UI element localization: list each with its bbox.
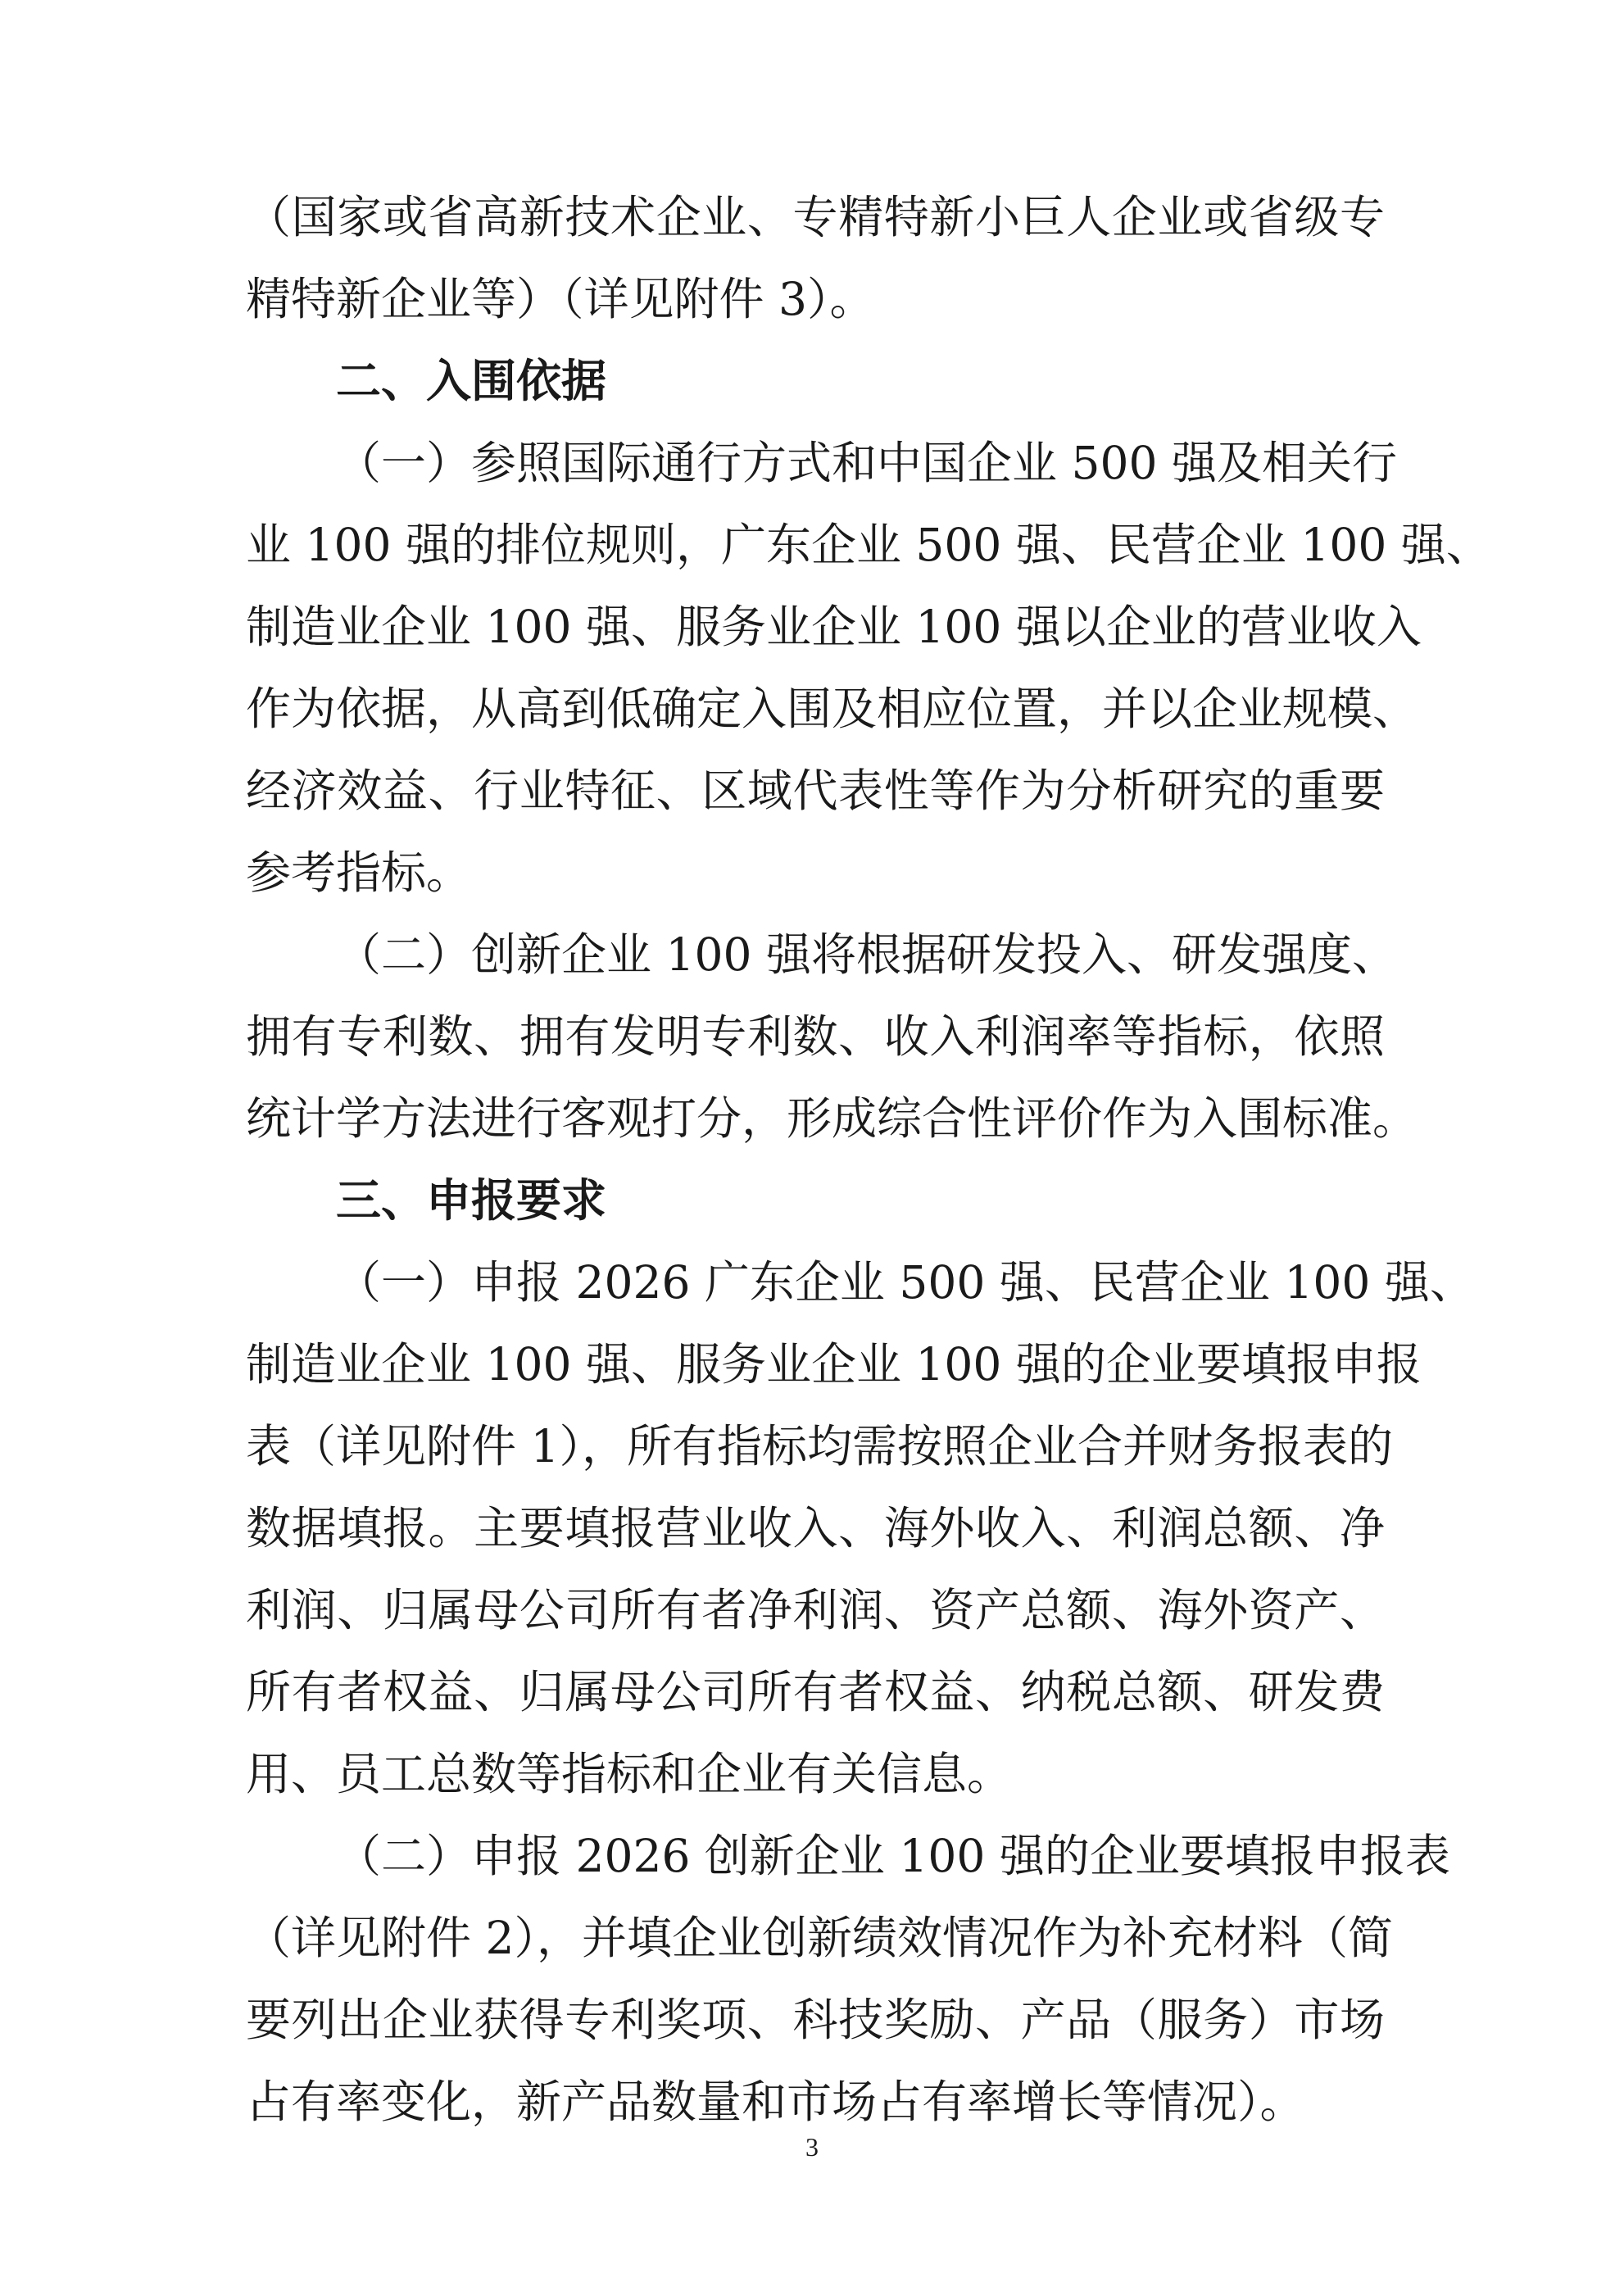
body-line: 作为依据，从高到低确定入围及相应位置，并以企业规模、	[246, 683, 1418, 735]
body-line: 所有者权益、归属母公司所有者权益、纳税总额、研发费	[246, 1666, 1385, 1718]
body-line: 业 100 强的排位规则，广东企业 500 强、民营企业 100 强、	[246, 519, 1491, 571]
body-line: 经济效益、行业特征、区域代表性等作为分析研究的重要	[246, 765, 1385, 817]
body-line: 制造业企业 100 强、服务业企业 100 强以企业的营业收入	[246, 601, 1422, 653]
body-line: 占有率变化，新产品数量和市场占有率增长等情况）。	[246, 2076, 1305, 2128]
body-line: （一）参照国际通行方式和中国企业 500 强及相关行	[336, 437, 1397, 489]
body-line: 用、员工总数等指标和企业有关信息。	[246, 1748, 1013, 1800]
body-line: （详见附件 2），并填企业创新绩效情况作为补充材料（简	[246, 1912, 1393, 1964]
body-line: 表（详见附件 1），所有指标均需按照企业合并财务报表的	[246, 1420, 1393, 1472]
body-line: （二）创新企业 100 强将根据研发投入、研发强度、	[336, 928, 1397, 981]
body-line: （二）申报 2026 创新企业 100 强的企业要填报申报表	[336, 1830, 1450, 1882]
body-line: （国家或省高新技术企业、专精特新小巨人企业或省级专	[246, 191, 1385, 243]
body-line: 要列出企业获得专利奖项、科技奖励、产品（服务）市场	[246, 1994, 1385, 2046]
page-number: 3	[805, 2132, 819, 2162]
body-line: （一）申报 2026 广东企业 500 强、民营企业 100 强、	[336, 1256, 1475, 1309]
section-heading: 二、入围依据	[336, 355, 607, 407]
body-line: 参考指标。	[246, 846, 472, 899]
body-line: 精特新企业等）（详见附件 3）。	[246, 273, 875, 325]
body-line: 制造业企业 100 强、服务业企业 100 强的企业要填报申报	[246, 1338, 1422, 1391]
section-heading: 三、申报要求	[336, 1174, 607, 1227]
body-line: 统计学方法进行客观打分，形成综合性评价作为入围标准。	[246, 1092, 1418, 1145]
body-line: 数据填报。主要填报营业收入、海外收入、利润总额、净	[246, 1502, 1385, 1554]
body-line: 拥有专利数、拥有发明专利数、收入利润率等指标，依照	[246, 1010, 1385, 1063]
body-line: 利润、归属母公司所有者净利润、资产总额、海外资产、	[246, 1584, 1385, 1636]
